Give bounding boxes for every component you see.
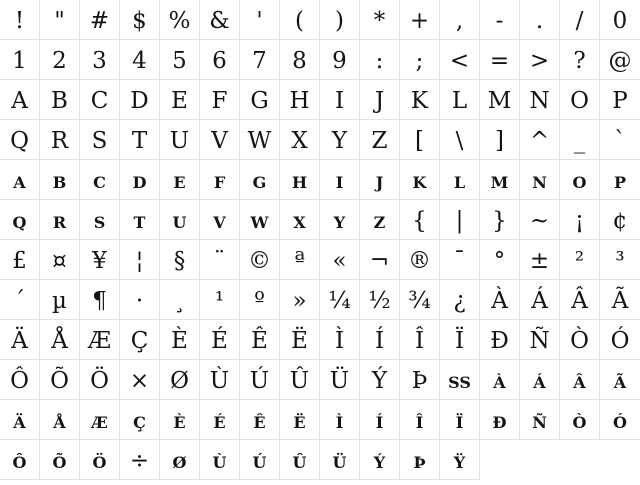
glyph-cell[interactable]: Á: [520, 360, 560, 400]
glyph-cell[interactable]: ±: [520, 240, 560, 280]
glyph-cell[interactable]: ¬: [360, 240, 400, 280]
glyph-cell[interactable]: ": [40, 0, 80, 40]
glyph-cell[interactable]: ÷: [120, 440, 160, 480]
glyph-cell[interactable]: Ñ: [520, 320, 560, 360]
glyph-cell[interactable]: D: [120, 80, 160, 120]
glyph-cell[interactable]: ]: [480, 120, 520, 160]
glyph-cell[interactable]: Z: [360, 200, 400, 240]
glyph-cell[interactable]: ): [320, 0, 360, 40]
glyph-cell[interactable]: M: [480, 160, 520, 200]
glyph-cell[interactable]: 7: [240, 40, 280, 80]
glyph-cell[interactable]: M: [480, 80, 520, 120]
glyph-cell[interactable]: <: [440, 40, 480, 80]
glyph-cell[interactable]: C: [80, 80, 120, 120]
glyph-cell[interactable]: U: [160, 120, 200, 160]
glyph-cell[interactable]: §: [160, 240, 200, 280]
glyph-cell[interactable]: L: [440, 160, 480, 200]
glyph-cell[interactable]: Ï: [440, 400, 480, 440]
glyph-cell[interactable]: 0: [600, 0, 640, 40]
glyph-cell[interactable]: Ò: [560, 320, 600, 360]
glyph-cell[interactable]: .: [520, 0, 560, 40]
glyph-cell[interactable]: D: [120, 160, 160, 200]
glyph-cell[interactable]: E: [160, 160, 200, 200]
glyph-cell[interactable]: Ì: [320, 320, 360, 360]
glyph-cell[interactable]: ¦: [120, 240, 160, 280]
glyph-cell[interactable]: N: [520, 160, 560, 200]
glyph-cell[interactable]: Ó: [600, 400, 640, 440]
glyph-cell[interactable]: W: [240, 120, 280, 160]
glyph-cell[interactable]: ¿: [440, 280, 480, 320]
glyph-cell[interactable]: É: [200, 320, 240, 360]
glyph-cell[interactable]: ²: [560, 240, 600, 280]
glyph-cell[interactable]: Ï: [440, 320, 480, 360]
glyph-cell[interactable]: ^: [520, 120, 560, 160]
glyph-cell[interactable]: G: [240, 160, 280, 200]
glyph-cell[interactable]: J: [360, 80, 400, 120]
glyph-cell[interactable]: Ü: [320, 440, 360, 480]
glyph-cell[interactable]: Æ: [80, 320, 120, 360]
glyph-cell[interactable]: =: [480, 40, 520, 80]
glyph-cell[interactable]: 1: [0, 40, 40, 80]
glyph-cell[interactable]: Ù: [200, 440, 240, 480]
glyph-cell[interactable]: Û: [280, 360, 320, 400]
glyph-cell[interactable]: Þ: [400, 440, 440, 480]
glyph-cell[interactable]: Ø: [160, 440, 200, 480]
glyph-cell[interactable]: ¤: [40, 240, 80, 280]
glyph-cell[interactable]: Ö: [80, 440, 120, 480]
glyph-cell[interactable]: Ý: [360, 360, 400, 400]
glyph-cell[interactable]: Ù: [200, 360, 240, 400]
glyph-cell[interactable]: I: [320, 160, 360, 200]
glyph-cell[interactable]: +: [400, 0, 440, 40]
glyph-cell[interactable]: :: [360, 40, 400, 80]
glyph-cell[interactable]: 2: [40, 40, 80, 80]
glyph-cell[interactable]: Q: [0, 200, 40, 240]
glyph-cell[interactable]: Ÿ: [440, 440, 480, 480]
glyph-cell[interactable]: ¢: [600, 200, 640, 240]
glyph-cell[interactable]: ¶: [80, 280, 120, 320]
glyph-cell[interactable]: J: [360, 160, 400, 200]
glyph-cell[interactable]: B: [40, 80, 80, 120]
glyph-cell[interactable]: ¾: [400, 280, 440, 320]
glyph-cell[interactable]: X: [280, 120, 320, 160]
glyph-cell[interactable]: Â: [560, 360, 600, 400]
glyph-cell[interactable]: #: [80, 0, 120, 40]
glyph-cell[interactable]: G: [240, 80, 280, 120]
glyph-cell[interactable]: º: [240, 280, 280, 320]
glyph-cell[interactable]: È: [160, 400, 200, 440]
glyph-cell[interactable]: ¥: [80, 240, 120, 280]
glyph-cell[interactable]: H: [280, 160, 320, 200]
glyph-cell[interactable]: *: [360, 0, 400, 40]
glyph-cell[interactable]: &: [200, 0, 240, 40]
glyph-cell[interactable]: Ð: [480, 320, 520, 360]
glyph-cell[interactable]: Q: [0, 120, 40, 160]
glyph-cell[interactable]: [: [400, 120, 440, 160]
glyph-cell[interactable]: ¡: [560, 200, 600, 240]
glyph-cell[interactable]: ´: [0, 280, 40, 320]
glyph-cell[interactable]: À: [480, 360, 520, 400]
glyph-cell[interactable]: Ì: [320, 400, 360, 440]
glyph-cell[interactable]: ¨: [200, 240, 240, 280]
glyph-cell[interactable]: I: [320, 80, 360, 120]
glyph-cell[interactable]: Ä: [0, 400, 40, 440]
glyph-cell[interactable]: S: [80, 200, 120, 240]
glyph-cell[interactable]: >: [520, 40, 560, 80]
glyph-cell[interactable]: Ñ: [520, 400, 560, 440]
glyph-cell[interactable]: Ò: [560, 400, 600, 440]
glyph-cell[interactable]: ©: [240, 240, 280, 280]
glyph-cell[interactable]: ³: [600, 240, 640, 280]
glyph-cell[interactable]: N: [520, 80, 560, 120]
glyph-cell[interactable]: Ë: [280, 320, 320, 360]
glyph-cell[interactable]: H: [280, 80, 320, 120]
glyph-cell[interactable]: Â: [560, 280, 600, 320]
glyph-cell[interactable]: ¹: [200, 280, 240, 320]
glyph-cell[interactable]: V: [200, 200, 240, 240]
glyph-cell[interactable]: 3: [80, 40, 120, 80]
glyph-cell[interactable]: µ: [40, 280, 80, 320]
glyph-cell[interactable]: |: [440, 200, 480, 240]
glyph-cell[interactable]: Ê: [240, 320, 280, 360]
glyph-cell[interactable]: Ú: [240, 360, 280, 400]
glyph-cell[interactable]: Ü: [320, 360, 360, 400]
glyph-cell[interactable]: ~: [520, 200, 560, 240]
glyph-cell[interactable]: \: [440, 120, 480, 160]
glyph-cell[interactable]: {: [400, 200, 440, 240]
glyph-cell[interactable]: ®: [400, 240, 440, 280]
glyph-cell[interactable]: Õ: [40, 440, 80, 480]
glyph-cell[interactable]: Á: [520, 280, 560, 320]
glyph-cell[interactable]: Ð: [480, 400, 520, 440]
glyph-cell[interactable]: £: [0, 240, 40, 280]
glyph-cell[interactable]: Ç: [120, 400, 160, 440]
glyph-cell[interactable]: Y: [320, 200, 360, 240]
glyph-cell[interactable]: °: [480, 240, 520, 280]
glyph-cell[interactable]: X: [280, 200, 320, 240]
glyph-cell[interactable]: S: [80, 120, 120, 160]
glyph-cell[interactable]: Ú: [240, 440, 280, 480]
glyph-cell[interactable]: _: [560, 120, 600, 160]
glyph-cell[interactable]: O: [560, 80, 600, 120]
glyph-cell[interactable]: Ã: [600, 360, 640, 400]
glyph-cell[interactable]: !: [0, 0, 40, 40]
glyph-cell[interactable]: ¸: [160, 280, 200, 320]
glyph-cell[interactable]: B: [40, 160, 80, 200]
glyph-cell[interactable]: Î: [400, 320, 440, 360]
glyph-cell[interactable]: ?: [560, 40, 600, 80]
glyph-cell[interactable]: Å: [40, 400, 80, 440]
glyph-cell[interactable]: T: [120, 120, 160, 160]
glyph-cell[interactable]: Õ: [40, 360, 80, 400]
glyph-cell[interactable]: V: [200, 120, 240, 160]
glyph-cell[interactable]: 4: [120, 40, 160, 80]
glyph-cell[interactable]: `: [600, 120, 640, 160]
glyph-cell[interactable]: W: [240, 200, 280, 240]
glyph-cell[interactable]: 6: [200, 40, 240, 80]
glyph-cell[interactable]: U: [160, 200, 200, 240]
glyph-cell[interactable]: Ó: [600, 320, 640, 360]
glyph-cell[interactable]: ª: [280, 240, 320, 280]
glyph-cell[interactable]: @: [600, 40, 640, 80]
glyph-cell[interactable]: K: [400, 160, 440, 200]
glyph-cell[interactable]: F: [200, 160, 240, 200]
glyph-cell[interactable]: ½: [360, 280, 400, 320]
glyph-cell[interactable]: 5: [160, 40, 200, 80]
glyph-cell[interactable]: 9: [320, 40, 360, 80]
glyph-cell[interactable]: }: [480, 200, 520, 240]
glyph-cell[interactable]: $: [120, 0, 160, 40]
glyph-cell[interactable]: E: [160, 80, 200, 120]
glyph-cell[interactable]: Þ: [400, 360, 440, 400]
glyph-cell[interactable]: O: [560, 160, 600, 200]
glyph-cell[interactable]: Ý: [360, 440, 400, 480]
glyph-cell[interactable]: %: [160, 0, 200, 40]
glyph-cell[interactable]: Ä: [0, 320, 40, 360]
glyph-cell[interactable]: ¯: [440, 240, 480, 280]
glyph-cell[interactable]: À: [480, 280, 520, 320]
glyph-cell[interactable]: ¼: [320, 280, 360, 320]
glyph-cell[interactable]: Í: [360, 320, 400, 360]
glyph-cell[interactable]: L: [440, 80, 480, 120]
glyph-cell[interactable]: R: [40, 120, 80, 160]
glyph-cell[interactable]: Ë: [280, 400, 320, 440]
glyph-cell[interactable]: «: [320, 240, 360, 280]
glyph-cell[interactable]: Ã: [600, 280, 640, 320]
glyph-cell[interactable]: Ê: [240, 400, 280, 440]
glyph-cell[interactable]: ,: [440, 0, 480, 40]
glyph-cell[interactable]: A: [0, 80, 40, 120]
glyph-cell[interactable]: Û: [280, 440, 320, 480]
glyph-cell[interactable]: Ø: [160, 360, 200, 400]
glyph-cell[interactable]: P: [600, 160, 640, 200]
glyph-cell[interactable]: SS: [440, 360, 480, 400]
glyph-cell[interactable]: Æ: [80, 400, 120, 440]
glyph-cell[interactable]: K: [400, 80, 440, 120]
glyph-cell[interactable]: C: [80, 160, 120, 200]
glyph-cell[interactable]: É: [200, 400, 240, 440]
glyph-cell[interactable]: /: [560, 0, 600, 40]
glyph-cell[interactable]: P: [600, 80, 640, 120]
glyph-cell[interactable]: A: [0, 160, 40, 200]
glyph-cell[interactable]: ;: [400, 40, 440, 80]
glyph-cell[interactable]: 8: [280, 40, 320, 80]
glyph-cell[interactable]: ×: [120, 360, 160, 400]
glyph-cell[interactable]: T: [120, 200, 160, 240]
glyph-cell[interactable]: Ç: [120, 320, 160, 360]
glyph-cell[interactable]: Î: [400, 400, 440, 440]
glyph-cell[interactable]: ': [240, 0, 280, 40]
glyph-cell[interactable]: Å: [40, 320, 80, 360]
glyph-cell[interactable]: -: [480, 0, 520, 40]
glyph-cell[interactable]: Ö: [80, 360, 120, 400]
glyph-cell[interactable]: Y: [320, 120, 360, 160]
glyph-cell[interactable]: Ô: [0, 360, 40, 400]
glyph-cell[interactable]: ·: [120, 280, 160, 320]
glyph-cell[interactable]: È: [160, 320, 200, 360]
glyph-cell[interactable]: Ô: [0, 440, 40, 480]
glyph-cell[interactable]: Í: [360, 400, 400, 440]
glyph-cell[interactable]: R: [40, 200, 80, 240]
glyph-cell[interactable]: F: [200, 80, 240, 120]
glyph-cell[interactable]: (: [280, 0, 320, 40]
glyph-cell[interactable]: Z: [360, 120, 400, 160]
glyph-cell[interactable]: »: [280, 280, 320, 320]
